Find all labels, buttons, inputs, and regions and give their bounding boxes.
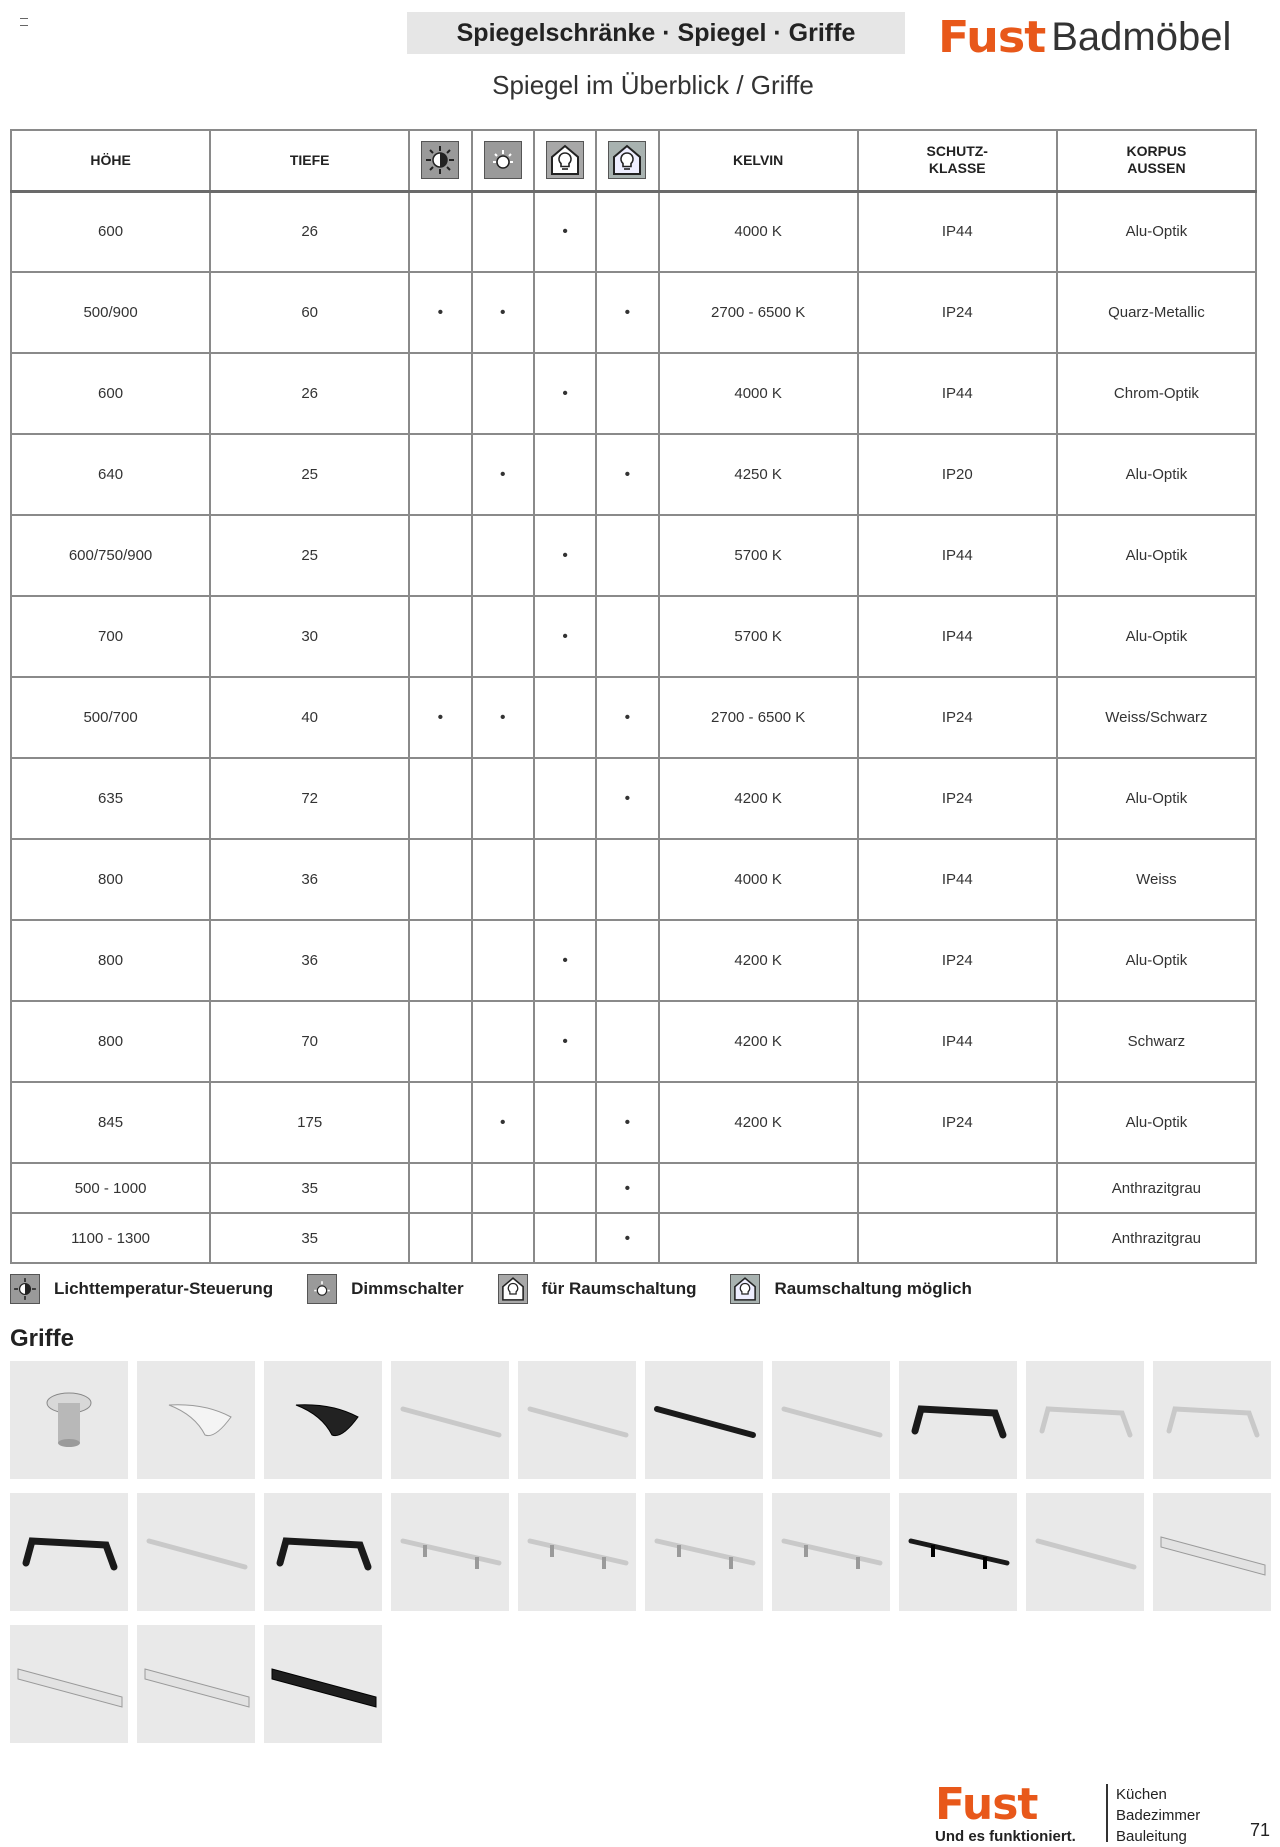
footer-list-item: Bauleitung (1116, 1828, 1187, 1845)
cell-dimmer (472, 1213, 534, 1263)
legend-item-room-switch (498, 1274, 697, 1304)
cell-hoehe: 640 (11, 434, 210, 515)
room-switch-icon (498, 1274, 528, 1304)
bow-handle-icon (1034, 1391, 1136, 1451)
page-subtitle: Spiegel im Überblick / Griffe (492, 70, 814, 100)
cell-lighttemp (409, 1213, 471, 1263)
page-title: Spiegelschränke · Spiegel · Griffe (407, 12, 905, 54)
cell-schutzklasse: IP24 (858, 758, 1057, 839)
legend-label-room-switch: für Raumschaltung (541, 1279, 697, 1298)
cell-korpus: Alu-Optik (1057, 596, 1256, 677)
cell-korpus: Weiss/Schwarz (1057, 677, 1256, 758)
griffe-tile (10, 1361, 128, 1479)
lighttemp-icon (10, 1274, 40, 1304)
griffe-tile (772, 1493, 890, 1611)
cell-hoehe: 800 (11, 839, 210, 920)
cell-hoehe: 500 - 1000 (11, 1163, 210, 1213)
griffe-tile (137, 1493, 255, 1611)
cell-tiefe: 26 (210, 353, 409, 434)
cell-tiefe: 36 (210, 839, 409, 920)
cell-lighttemp (409, 191, 471, 272)
legend-label-room-switch-possible: Raumschaltung möglich (774, 1279, 972, 1298)
cell-schutzklasse: IP24 (858, 677, 1057, 758)
col-header-room-switch-possible (596, 130, 658, 191)
cell-schutzklasse (858, 1163, 1057, 1213)
page-number: 71 (1250, 1820, 1271, 1840)
cell-dimmer (472, 596, 534, 677)
cell-schutzklasse (858, 1213, 1057, 1263)
col-header-dimmer (472, 130, 534, 191)
col-header-lighttemp (409, 130, 471, 191)
cell-hoehe: 800 (11, 1001, 210, 1082)
col-header-korpus-line2: AUSSEN (1127, 160, 1186, 177)
col-header-tiefe: TIEFE (210, 130, 409, 191)
cell-room-switch-possible (596, 839, 658, 920)
cell-schutzklasse: IP24 (858, 272, 1057, 353)
cell-korpus: Alu-Optik (1057, 191, 1256, 272)
cell-dimmer (472, 1001, 534, 1082)
brand-subtitle: Badmöbel (1051, 15, 1232, 59)
cell-room-switch-possible (596, 515, 658, 596)
cell-room-switch-possible (596, 191, 658, 272)
cell-room-switch-possible: • (596, 272, 658, 353)
cell-room-switch (534, 758, 596, 839)
griffe-tile (264, 1493, 382, 1611)
cell-kelvin: 5700 K (659, 596, 858, 677)
cell-schutzklasse: IP24 (858, 1082, 1057, 1163)
cell-tiefe: 60 (210, 272, 409, 353)
rail-handle-icon (905, 1523, 1013, 1583)
legend-item-lighttemp (10, 1274, 273, 1304)
cell-room-switch: • (534, 191, 596, 272)
cell-lighttemp (409, 596, 471, 677)
cell-tiefe: 35 (210, 1163, 409, 1213)
table-row (11, 839, 1256, 920)
cell-hoehe: 600 (11, 191, 210, 272)
cell-room-switch: • (534, 920, 596, 1001)
bar-handle-icon (524, 1391, 632, 1451)
cell-schutzklasse: IP20 (858, 434, 1057, 515)
cell-dimmer (472, 515, 534, 596)
footer-divider (1106, 1784, 1108, 1842)
cell-dimmer: • (472, 434, 534, 515)
cell-schutzklasse: IP44 (858, 596, 1057, 677)
cell-room-switch (534, 1213, 596, 1263)
cell-dimmer: • (472, 272, 534, 353)
griffe-tile (391, 1361, 509, 1479)
cell-room-switch (534, 434, 596, 515)
griffe-tile (899, 1361, 1017, 1479)
cell-kelvin: 4000 K (659, 839, 858, 920)
cell-hoehe: 700 (11, 596, 210, 677)
cell-kelvin (659, 1213, 858, 1263)
cell-dimmer (472, 920, 534, 1001)
knob-handle-icon (44, 1389, 94, 1453)
footer-logo: Fust (935, 1779, 1038, 1830)
griffe-tile (264, 1361, 382, 1479)
cell-lighttemp (409, 1163, 471, 1213)
icon-legend (10, 1274, 1006, 1304)
cell-korpus: Anthrazitgrau (1057, 1213, 1256, 1263)
cell-kelvin: 2700 - 6500 K (659, 677, 858, 758)
griffe-tile (772, 1361, 890, 1479)
cell-schutzklasse: IP44 (858, 839, 1057, 920)
profile-handle-icon (1157, 1523, 1269, 1583)
griffe-tile (1153, 1493, 1271, 1611)
col-header-korpus-line1: KORPUS (1126, 143, 1187, 160)
cell-schutzklasse: IP44 (858, 353, 1057, 434)
cell-korpus: Alu-Optik (1057, 758, 1256, 839)
shell-handle-icon (165, 1395, 235, 1445)
rail-handle-icon (651, 1523, 759, 1583)
cell-room-switch: • (534, 353, 596, 434)
col-header-schutz-line2: KLASSE (928, 160, 986, 177)
bow-handle-icon (1161, 1391, 1263, 1451)
cell-tiefe: 30 (210, 596, 409, 677)
cell-dimmer (472, 839, 534, 920)
griffe-title: Griffe (10, 1325, 75, 1352)
footer-list-item: Badezimmer (1116, 1807, 1201, 1824)
col-header-hoehe: HÖHE (11, 130, 210, 191)
footer-list-item: Küchen (1116, 1786, 1167, 1803)
cell-kelvin: 4000 K (659, 353, 858, 434)
legend-item-dimmer (307, 1274, 463, 1304)
shell-handle-icon (292, 1395, 362, 1445)
cell-dimmer: • (472, 677, 534, 758)
rail-handle-icon (524, 1523, 632, 1583)
cell-room-switch: • (534, 596, 596, 677)
griffe-tile (518, 1493, 636, 1611)
cell-korpus: Schwarz (1057, 1001, 1256, 1082)
cell-tiefe: 40 (210, 677, 409, 758)
dimmer-icon (307, 1274, 337, 1304)
griffe-tile (1153, 1361, 1271, 1479)
cell-tiefe: 26 (210, 191, 409, 272)
brand-logo: Fust (938, 11, 1046, 63)
griffe-tile (137, 1625, 255, 1743)
cell-room-switch (534, 272, 596, 353)
profile-handle-icon (268, 1655, 380, 1715)
griffe-tile (1026, 1493, 1144, 1611)
cell-kelvin: 4200 K (659, 1001, 858, 1082)
cell-dimmer: • (472, 1082, 534, 1163)
cell-room-switch-possible (596, 596, 658, 677)
rail-handle-icon (778, 1523, 886, 1583)
cell-lighttemp (409, 353, 471, 434)
table-row (11, 920, 1256, 1001)
profile-handle-icon (14, 1655, 126, 1715)
cell-hoehe: 600 (11, 353, 210, 434)
cell-hoehe: 1100 - 1300 (11, 1213, 210, 1263)
table-row (11, 272, 1256, 353)
table-row (11, 596, 1256, 677)
cell-room-switch (534, 1163, 596, 1213)
cell-room-switch (534, 677, 596, 758)
cell-kelvin: 5700 K (659, 515, 858, 596)
cell-kelvin: 4000 K (659, 191, 858, 272)
cell-room-switch-possible: • (596, 434, 658, 515)
dimmer-icon (484, 141, 522, 179)
cell-tiefe: 36 (210, 920, 409, 1001)
cell-lighttemp: • (409, 272, 471, 353)
cell-hoehe: 845 (11, 1082, 210, 1163)
bow-handle-icon (272, 1523, 374, 1583)
cell-dimmer (472, 191, 534, 272)
spec-table (10, 129, 1257, 1264)
cell-lighttemp (409, 515, 471, 596)
cell-schutzklasse: IP24 (858, 920, 1057, 1001)
cell-lighttemp (409, 920, 471, 1001)
griffe-tile (645, 1493, 763, 1611)
col-header-kelvin: KELVIN (659, 130, 858, 191)
cell-korpus: Alu-Optik (1057, 1082, 1256, 1163)
cell-tiefe: 35 (210, 1213, 409, 1263)
spec-table-body (11, 191, 1256, 1263)
cell-room-switch (534, 839, 596, 920)
legend-label-dimmer: Dimmschalter (351, 1279, 464, 1298)
cell-room-switch-possible: • (596, 677, 658, 758)
cell-room-switch-possible (596, 920, 658, 1001)
cell-korpus: Alu-Optik (1057, 434, 1256, 515)
cell-korpus: Anthrazitgrau (1057, 1163, 1256, 1213)
griffe-tile (645, 1361, 763, 1479)
col-header-schutz-line1: SCHUTZ- (926, 143, 988, 160)
cell-schutzklasse: IP44 (858, 191, 1057, 272)
cell-kelvin: 2700 - 6500 K (659, 272, 858, 353)
cell-hoehe: 635 (11, 758, 210, 839)
cell-tiefe: 70 (210, 1001, 409, 1082)
legend-label-lighttemp: Lichttemperatur-Steuerung (54, 1279, 274, 1298)
table-row (11, 758, 1256, 839)
cell-room-switch-possible: • (596, 1163, 658, 1213)
cell-room-switch-possible (596, 1001, 658, 1082)
cell-kelvin: 4200 K (659, 1082, 858, 1163)
cell-korpus: Chrom-Optik (1057, 353, 1256, 434)
bow-handle-icon (18, 1523, 120, 1583)
cell-lighttemp (409, 1082, 471, 1163)
griffe-tile (899, 1493, 1017, 1611)
cell-kelvin: 4200 K (659, 920, 858, 1001)
cell-hoehe: 500/900 (11, 272, 210, 353)
bar-handle-icon (1032, 1523, 1140, 1583)
cell-schutzklasse: IP44 (858, 515, 1057, 596)
griffe-tile (1026, 1361, 1144, 1479)
room-switch-possible-icon (730, 1274, 760, 1304)
cell-tiefe: 72 (210, 758, 409, 839)
footer-brand (935, 1779, 1076, 1845)
legend-item-room-switch-possible (730, 1274, 971, 1304)
brand (938, 11, 1232, 63)
griffe-tile (391, 1493, 509, 1611)
cell-lighttemp (409, 434, 471, 515)
bow-handle-icon (907, 1391, 1009, 1451)
cell-room-switch: • (534, 515, 596, 596)
cell-dimmer (472, 758, 534, 839)
col-header-room-switch (534, 130, 596, 191)
cell-lighttemp (409, 839, 471, 920)
griffe-tile (10, 1493, 128, 1611)
cell-tiefe: 25 (210, 515, 409, 596)
cell-kelvin (659, 1163, 858, 1213)
table-row (11, 1082, 1256, 1163)
menu-icon[interactable] (20, 18, 28, 26)
table-row (11, 191, 1256, 272)
cell-kelvin: 4250 K (659, 434, 858, 515)
cell-lighttemp (409, 1001, 471, 1082)
cell-room-switch-possible: • (596, 758, 658, 839)
table-row (11, 353, 1256, 434)
cell-tiefe: 25 (210, 434, 409, 515)
col-header-korpus (1057, 130, 1256, 191)
cell-hoehe: 500/700 (11, 677, 210, 758)
bar-handle-icon (651, 1391, 759, 1451)
cell-schutzklasse: IP44 (858, 1001, 1057, 1082)
cell-korpus: Alu-Optik (1057, 515, 1256, 596)
cell-tiefe: 175 (210, 1082, 409, 1163)
table-row (11, 677, 1256, 758)
room-switch-possible-icon (608, 141, 646, 179)
cell-lighttemp: • (409, 677, 471, 758)
room-switch-icon (546, 141, 584, 179)
table-row (11, 1213, 1256, 1263)
cell-room-switch-possible: • (596, 1213, 658, 1263)
table-row (11, 1163, 1256, 1213)
cell-lighttemp (409, 758, 471, 839)
footer-tagline: Und es funktioniert. (935, 1828, 1076, 1845)
bar-handle-icon (143, 1523, 251, 1583)
cell-dimmer (472, 1163, 534, 1213)
griffe-tile (137, 1361, 255, 1479)
griffe-tile (264, 1625, 382, 1743)
cell-room-switch-possible: • (596, 1082, 658, 1163)
table-header-row (11, 130, 1256, 191)
cell-korpus: Quarz-Metallic (1057, 272, 1256, 353)
cell-korpus: Weiss (1057, 839, 1256, 920)
cell-room-switch: • (534, 1001, 596, 1082)
cell-kelvin: 4200 K (659, 758, 858, 839)
cell-hoehe: 600/750/900 (11, 515, 210, 596)
table-row (11, 1001, 1256, 1082)
cell-korpus: Alu-Optik (1057, 920, 1256, 1001)
footer-list (1116, 1784, 1200, 1847)
rail-handle-icon (397, 1523, 505, 1583)
profile-handle-icon (141, 1655, 253, 1715)
cell-hoehe: 800 (11, 920, 210, 1001)
griffe-tile (518, 1361, 636, 1479)
cell-room-switch-possible (596, 353, 658, 434)
cell-room-switch (534, 1082, 596, 1163)
cell-dimmer (472, 353, 534, 434)
table-row (11, 434, 1256, 515)
bar-handle-icon (778, 1391, 886, 1451)
lighttemp-icon (421, 141, 459, 179)
bar-handle-icon (397, 1391, 505, 1451)
col-header-schutzklasse (858, 130, 1057, 191)
griffe-tile (10, 1625, 128, 1743)
table-row (11, 515, 1256, 596)
